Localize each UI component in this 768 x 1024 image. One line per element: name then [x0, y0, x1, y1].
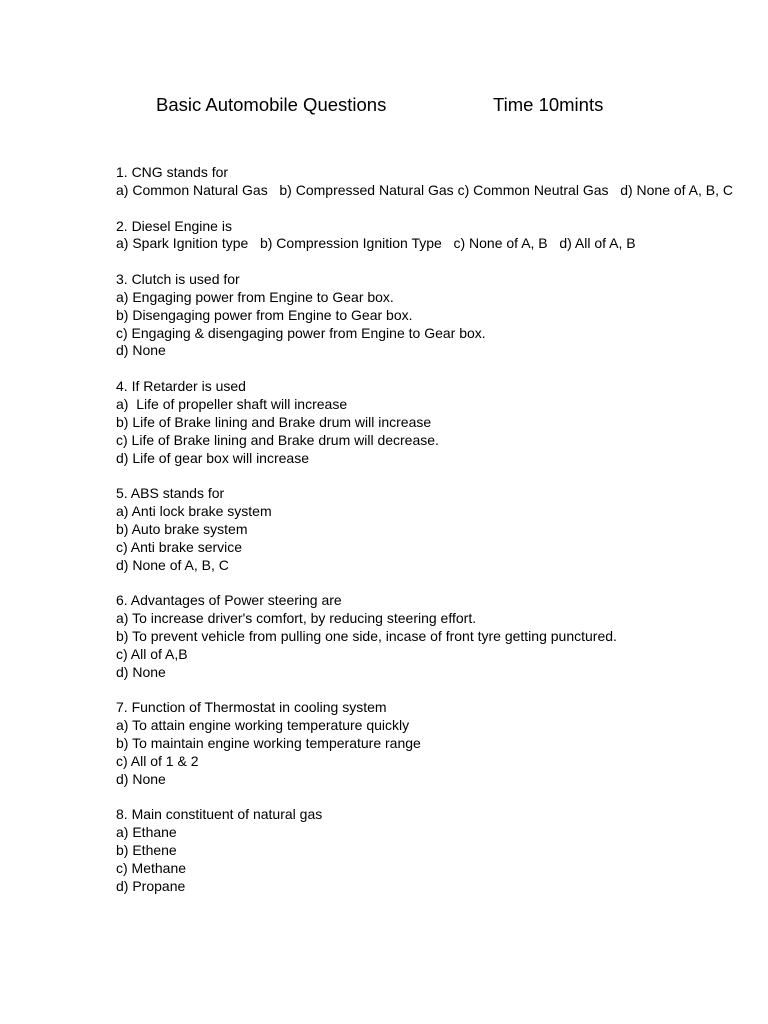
option-c: c) Anti brake service: [116, 538, 243, 555]
option-b: b) To maintain engine working temperature range: [116, 735, 421, 751]
option-group: [116, 235, 651, 253]
option-a: a) To attain engine working temperature quickly: [116, 717, 410, 734]
option-a: a) Engaging power from Engine to Gear box.: [116, 288, 394, 305]
question-7: [116, 699, 651, 788]
option-d: d) All of A, B: [559, 235, 636, 252]
option-d: d) None: [116, 770, 166, 787]
question-text: 8. Main constituent of natural gas: [116, 806, 323, 823]
question-text: 4. If Retarder is used: [116, 378, 246, 395]
option-b: b) Life of Brake lining and Brake drum will increase: [116, 413, 432, 430]
option-b: b) Compression Ignition Type: [259, 235, 454, 252]
option-b: b) Disengaging power from Engine to Gear box.: [116, 306, 413, 323]
question-5: [116, 485, 651, 574]
option-group: [116, 181, 734, 200]
option-b: b) Auto brake system: [116, 520, 248, 537]
option-d: d) None of A, B, C: [116, 556, 229, 573]
option-d: d) None: [116, 663, 166, 680]
option-d: d) Propane: [116, 877, 186, 894]
option-c: c) All of 1 & 2: [116, 752, 199, 769]
option-d: d) None: [116, 342, 166, 359]
question-list: [116, 164, 734, 913]
question-text: 1. CNG stands for: [116, 164, 229, 180]
question-3: [116, 271, 651, 360]
option-a: a) Spark Ignition type: [116, 235, 260, 252]
question-2: [116, 218, 651, 254]
question-text: 6. Advantages of Power steering are: [116, 592, 342, 609]
option-b: b) Compressed Natural Gas: [279, 181, 458, 198]
option-a: a) To increase driver's comfort, by reducing steering effort.: [116, 610, 477, 627]
option-c: c) None of A, B: [453, 235, 560, 252]
question-4: [116, 378, 651, 467]
document-header: [0, 92, 768, 118]
question-1: [116, 164, 734, 200]
question-text: 3. Clutch is used for: [116, 271, 240, 288]
option-b: b) To prevent vehicle from pulling one side, incase of front tyre getting punctured.: [116, 627, 617, 644]
document-title: Basic Automobile Questions: [156, 94, 387, 115]
option-d: d) None of A, B, C: [620, 181, 734, 198]
option-a: a) Ethane: [116, 824, 177, 841]
option-c: c) Common Neutral Gas: [457, 181, 621, 198]
option-c: c) Life of Brake lining and Brake drum will decrease.: [116, 431, 439, 448]
option-a: a) Anti lock brake system: [116, 503, 272, 520]
question-6: [116, 592, 651, 681]
question-8: [116, 806, 651, 895]
question-text: 7. Function of Thermostat in cooling system: [116, 699, 387, 716]
option-c: c) Methane: [116, 859, 187, 876]
option-c: c) Engaging & disengaging power from Engine to Gear box.: [116, 324, 486, 341]
option-c: c) All of A,B: [116, 645, 188, 662]
option-b: b) Ethene: [116, 842, 177, 859]
question-text: 5. ABS stands for: [116, 485, 225, 502]
option-a: a) Common Natural Gas: [116, 181, 280, 198]
time-limit: Time 10mints: [493, 94, 604, 115]
option-d: d) Life of gear box will increase: [116, 449, 309, 466]
question-text: 2. Diesel Engine is: [116, 217, 232, 234]
option-a: a) Life of propeller shaft will increase: [116, 395, 348, 412]
